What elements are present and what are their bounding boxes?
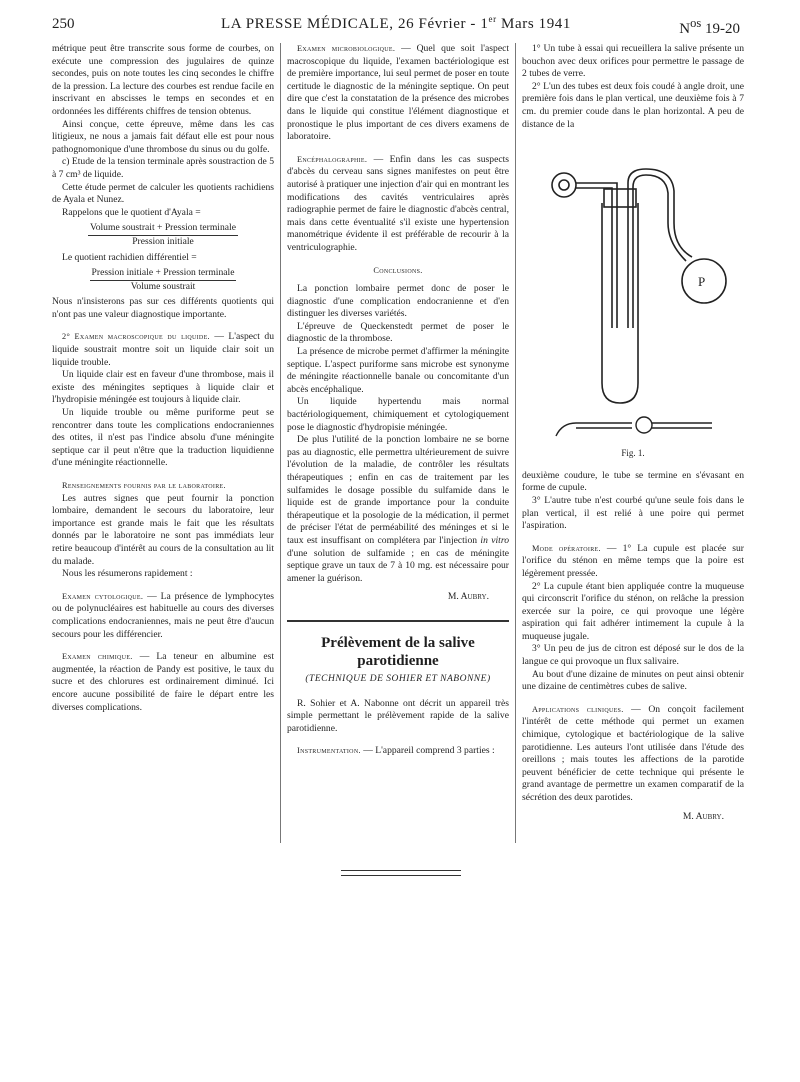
figure-caption: Fig. 1. [621,448,645,459]
paragraph: Le quotient rachidien différentiel = [62,251,197,263]
section-heading: Mode opératoire. [532,543,601,553]
article-title: Prélèvement de la salive parotidienne [321,634,475,669]
section-heading: Encéphalographie. [297,154,368,164]
author-signature: M. Aubry. [447,591,489,603]
section-paragraph: Examen chimique. — La teneur en albumine est augmentée, la réaction de Pandy est positive, le taux du sucre et des chlorures est ordinairement diminué. Ici encore aucune possibilité de faire le départ entre les diverses complications. [52,651,274,713]
column-2 [287,43,509,758]
section-heading: Examen microbiologique. [297,44,396,53]
paragraph: Les autres signes que peut fournir la ponction lombaire, demandent le secours du laboratoire, leur importance est grande mais le fait que les résultats donnés par le laboratoire ne sont pas immédiats leur retire beaucoup d'intérêt au cours de la consultation au lit du malade. [52,492,274,567]
conclusions-heading: Conclusions. [373,265,423,275]
page-number: 250 [52,16,75,32]
paragraph: Cette étude permet de calculer les quotients rachidiens de Ayala et Nunez. [52,181,274,206]
paragraph: R. Sohier et A. Nabonne ont décrit un appareil très simple permettant le prélèvement rapide de la salive parotidienne. [287,697,509,734]
section-paragraph: Examen cytologique. — La présence de lymphocytes ou de polynucléaires est habituelle au cours des diverses complications endocraniennes, mais ne peut être d'aucun secours pour les différencier. [52,590,274,640]
section-heading: 2° Examen macroscopique du liquide. [62,332,210,342]
paragraph: La présence de microbe permet d'affirmer la méningite septique. L'aspect puriforme sans microbe est synonyme de méningite réactionnelle banale ou concomitante d'un abcès encéphalique. [287,346,509,395]
author-signature: M. Aubry. [682,810,724,822]
section-heading: Examen cytologique. [62,591,144,601]
section-paragraph: Mode opératoire. — 1° La cupule est placée sur l'orifice du sténon en même temps que la poire est légèrement pressée. [522,542,744,579]
end-rule [341,870,461,871]
column-divider [280,43,281,843]
paragraph: 2° L'un des tubes est deux fois coudé à angle droit, une première fois dans le plan vertical, une deuxième fois à 7 cm. du premier coude dans le plan horizontal. A peu de distance de la [522,80,744,130]
column-3 [522,43,744,823]
paragraph: 3° Un peu de jus de citron est déposé sur le dos de la langue ce qui provoque un flux salivaire. [522,643,744,668]
section-paragraph: Instrumentation. — L'appareil comprend 3 parties : [297,745,495,757]
paragraph: L'épreuve de Queckenstedt permet de poser le diagnostic de la thrombose. [287,320,509,345]
section-paragraph: Encéphalographie. — Enfin dans les cas suspects d'abcès du cerveau sans signes manifestes on peut être autorisé à pratiquer une injection d'air qui en montrant les modifications des cavités ventriculaires après radiographie permet de faire le diagnostic d'abcès central, mais dans cette éventualité s'il existe une hypertension manométrique évidente il est préférable de recourir à la ventriculographie. [287,153,509,253]
column-divider [515,43,516,843]
column-1 [52,43,274,714]
formula-ayala: Volume soustrait + Pression terminale Pression initiale [90,222,236,247]
cupule-icon [552,173,576,197]
paragraph: Un liquide clair est en faveur d'une thrombose, mais il existe des méningites septiques à liquide clair et l'hydropisie méningée est toujours à liquide clair. [52,369,274,406]
section-heading: Instrumentation. [297,746,361,756]
section-heading: Examen chimique. [62,652,133,662]
article-subtitle: (TECHNIQUE DE SOHIER ET NABONNE) [305,673,491,684]
paragraph: Au bout d'une dizaine de minutes on peut ainsi obtenir une dizaine de centimètres cubes de salive. [522,668,744,693]
paragraph: La ponction lombaire permet donc de poser le diagnostic d'une complication endocranienne et d'en distinguer les diverses variétés. [287,283,509,320]
paragraph: 2° La cupule étant bien appliquée contre la muqueuse qui circonscrit l'orifice du sténon, on relâche la pression exercée sur la poire, ce qui provoque une légère aspiration qui fait adhérer intimement la cupule à la muqueuse jugale. [522,580,744,642]
article-separator [287,620,509,622]
journal-title: LA PRESSE MÉDICALE, 26 Février - 1er Mars 1941 [220,14,572,32]
bulb-label: P [698,274,706,290]
section-paragraph: 2° Examen macroscopique du liquide. — L'aspect du liquide soustrait montre soit un liquide clair soit un liquide trouble. [52,331,274,368]
paragraph: Rappelons que le quotient d'Ayala = [62,206,201,218]
section-heading: Applications cliniques. [532,704,624,714]
paragraph: Nous les résumerons rapidement : [62,568,193,580]
paragraph: 1° Un tube à essai qui recueillera la salive présente un bouchon avec deux orifices pour permettre le passage de 2 tubes de verre. [522,43,744,80]
apparatus-figure [522,143,744,443]
issue-number: $N^{os}$ 19-20 [679,16,740,37]
paragraph: métrique peut être transcrite sous forme de courbes, on exécute une compression des jugulaires de quinze secondes, puis on note toutes les cinq secondes le chiffre de la pression. La lecture des courbes est rendue facile en inscrivant en abscisses le temps en secondes et en ordonnées les différents chiffres de tension obtenus. [52,43,274,117]
apparatus-drawing [522,143,744,443]
paragraph: 3° L'autre tube n'est courbé qu'une seule fois dans le plan vertical, il est relié à une poire qui permet l'aspiration. [522,494,744,532]
paragraph: deuxième coudure, le tube se termine en s'évasant en forme de cupule. [522,469,744,494]
paragraph: De plus l'utilité de la ponction lombaire ne se borne pas au diagnostic, elle permettra ultérieurement de suivre l'évolution de la maladie, de contrôler les résultats thérapeutiques ; enfin en cas de traitement par les sulfamides le dosage possible du sulfamide dans le liquide est de grande importance pour la conduite thérapeutique et la posologie de la médication, il permet de préciser l'état de perméabilité des méninges et si le taux est insuffisant on complétera par l'injection in vitro d'une solution de sulfamide ; en cas de méningite septique grave un taux de 7 à 10 mg. est nécessaire pour amener la guérison. [287,434,510,584]
page-header [52,14,740,38]
paragraph: Un liquide hypertendu mais normal bactériologiquement, chimiquement et cytologiquement pose le diagnostic d'hydropisie méningée. [287,396,509,433]
paragraph: Nous n'insisterons pas sur ces différents quotients qui n'ont pas une valeur diagnostique importante. [52,296,274,320]
end-rule [341,875,461,876]
cupule-detail-icon [636,417,652,433]
section-heading: Renseignements fournis par le laboratoire. [62,481,226,490]
formula-differential: Pression initiale + Pression terminale Volume soustrait [91,267,235,292]
paragraph: Un liquide trouble ou même puriforme peut se rencontrer dans toute les complications endocraniennes des otites, il n'est pas l'indice absolu d'une méningite septique car il peut n'être que la traduction liquidienne d'une méningite réactionnelle. [52,407,274,469]
paragraph: c) Etude de la tension terminale après soustraction de 5 à 7 cm³ de liquide. [52,156,274,180]
paragraph: Ainsi conçue, cette épreuve, même dans les cas litigieux, ne nous a jamais fait défaut elle est pour nous pathognomonique d'une thrombose du sinus ou du golfe. [52,118,274,155]
section-paragraph: Examen microbiologique. — Quel que soit l'aspect macroscopique du liquide, l'examen bactériologique est de première importance, lui seul permet de poser en toute certitude le diagnostic de la méningite septique. On peut dire que c'est la constatation de la présence des microbes dans le liquide qui constitue l'élément diagnostique et pronostique le plus important de ces divers examens de laboratoire. [287,43,509,143]
section-paragraph: Applications cliniques. — On conçoit facilement l'intérêt de cette méthode qui permet un examen chimique, cytologique et bactériologique de la salive parotidienne. Les auteurs l'ont utilisée dans l'étude des oreillons ; mais toutes les affections de la parotide peuvent bénéficier de cette technique qui présente le grand avantage de permettre un examen comparatif de la sécrétion des deux parotides. [522,703,744,803]
